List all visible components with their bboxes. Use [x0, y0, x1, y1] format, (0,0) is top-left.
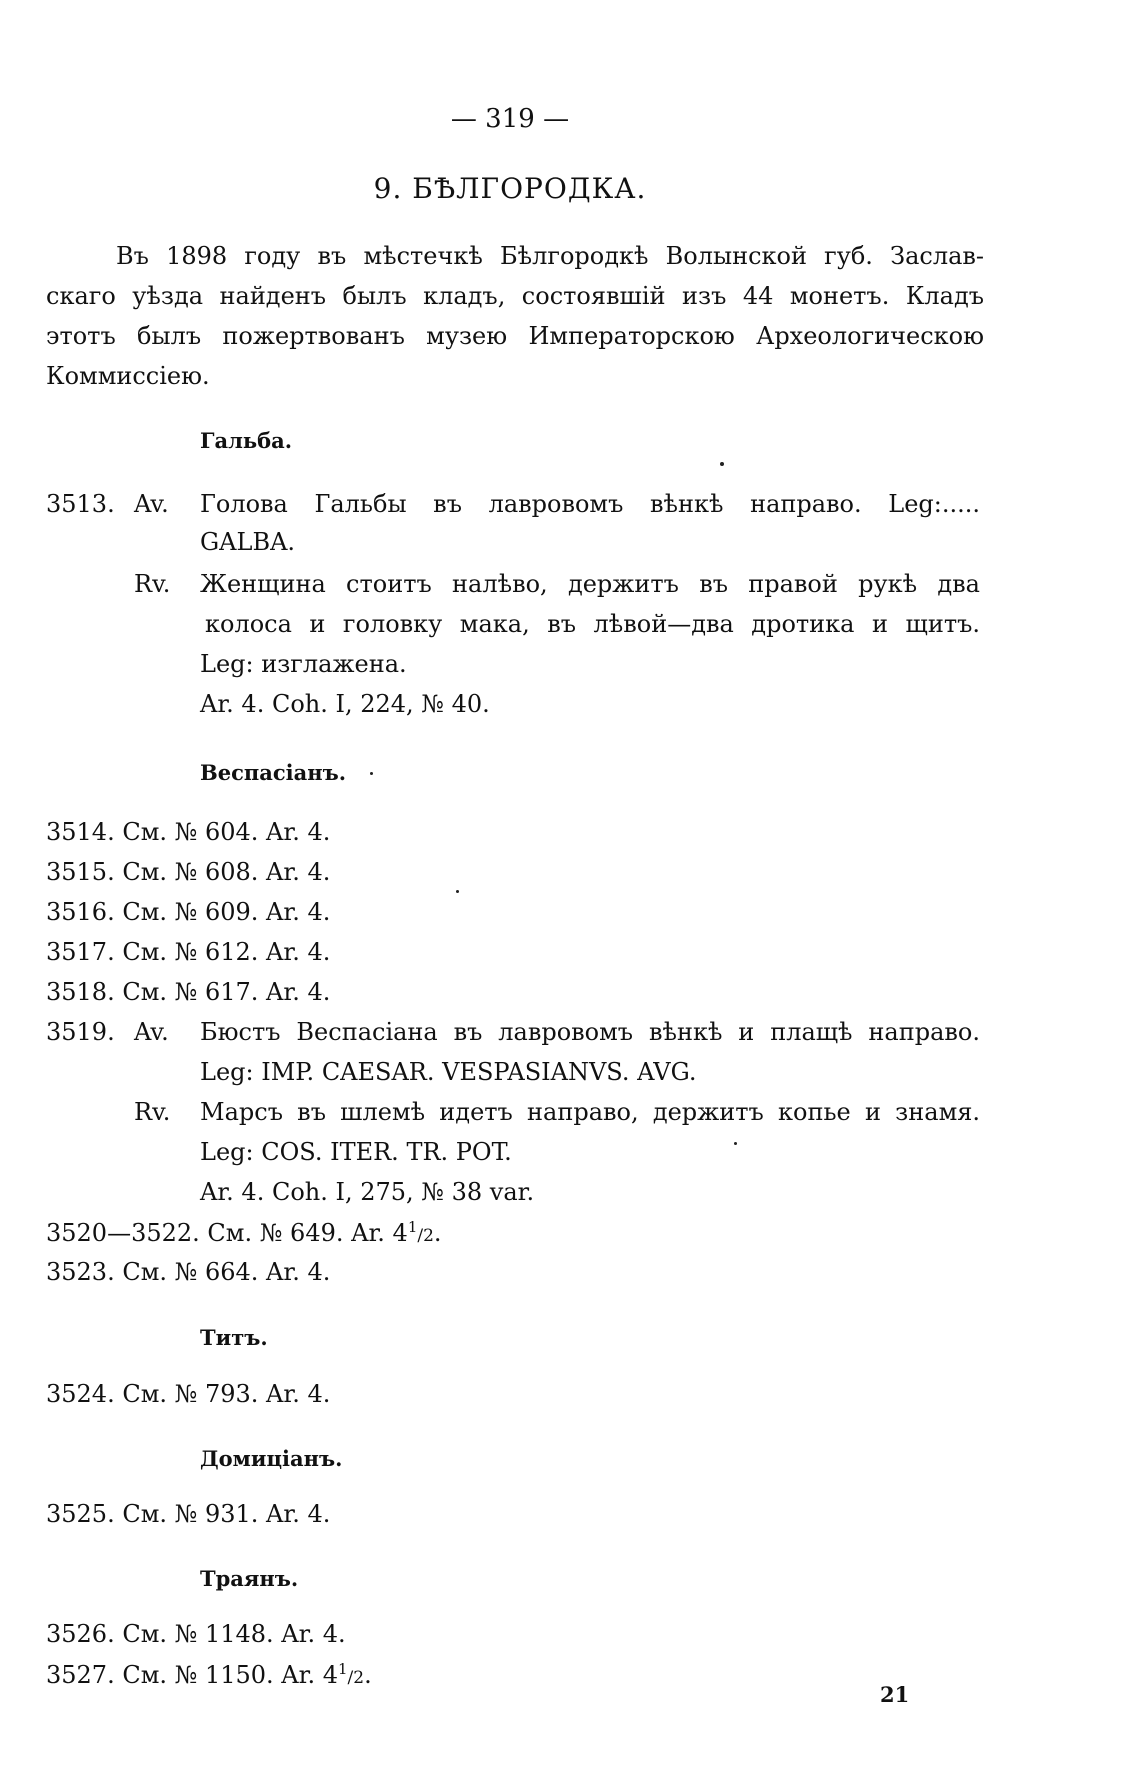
entry-number: 3513.	[46, 490, 115, 518]
ruler-heading-domitian: Домиціанъ.	[200, 1446, 343, 1471]
reverse-label: Rv.	[134, 1098, 171, 1126]
ruler-heading-trajan: Траянъ.	[200, 1566, 299, 1591]
reverse-legend: Leg: COS. ITER. TR. POT.	[200, 1138, 512, 1166]
entry-number: 3519.	[46, 1018, 115, 1046]
obverse-label: Av.	[134, 490, 169, 518]
entry-end: .	[433, 1219, 442, 1247]
ruler-heading-titus: Титъ.	[200, 1325, 268, 1350]
entry-end: .	[364, 1661, 372, 1689]
obverse-description: Голова Гальбы въ лавровомъ вѣнкѣ направо. Leg:.....	[200, 490, 980, 518]
obverse-label: Av.	[134, 1018, 169, 1046]
fraction-denominator: /2	[417, 1226, 434, 1246]
scan-speck	[734, 1142, 737, 1145]
reverse-description-cont: колоса и головку мака, въ лѣвой—два дротика и щитъ.	[205, 610, 980, 638]
catalogue-reference: Ar. 4. Coh. I, 224, № 40.	[200, 690, 490, 718]
signature-mark: 21	[880, 1682, 910, 1707]
intro-line: Въ 1898 году въ мѣстечкѣ Бѣлгородкѣ Волынской губ. Заслав-	[116, 242, 984, 270]
intro-line: скаго уѣзда найденъ былъ кладъ, состоявшій изъ 44 монетъ. Кладъ	[46, 282, 984, 310]
reverse-legend: Leg: изглажена.	[200, 650, 407, 678]
ruler-heading-galba: Гальба.	[200, 428, 293, 453]
obverse-legend: GALBA.	[200, 528, 296, 556]
reverse-description: Женщина стоитъ налѣво, держитъ въ правой рукѣ два	[200, 570, 980, 598]
coin-entry: 3523. См. № 664. Ar. 4.	[46, 1258, 331, 1286]
entry-text: 3527. См. № 1150. Ar. 4	[46, 1661, 338, 1689]
coin-entry: 3518. См. № 617. Ar. 4.	[46, 978, 331, 1006]
obverse-legend: Leg: IMP. CAESAR. VESPASIANVS. AVG.	[200, 1058, 697, 1086]
catalogue-reference: Ar. 4. Coh. I, 275, № 38 var.	[200, 1178, 535, 1206]
coin-entry: 3524. См. № 793. Ar. 4.	[46, 1380, 331, 1408]
coin-entry: 3516. См. № 609. Ar. 4.	[46, 898, 331, 926]
coin-entry: 3525. См. № 931. Ar. 4.	[46, 1500, 331, 1528]
coin-entry: 3514. См. № 604. Ar. 4.	[46, 818, 331, 846]
intro-paragraph	[46, 236, 984, 396]
scan-speck	[370, 772, 373, 775]
coin-entry: 3517. См. № 612. Ar. 4.	[46, 938, 331, 966]
reverse-label: Rv.	[134, 570, 171, 598]
coin-entry-3527	[46, 1660, 372, 1689]
coin-entry: 3515. См. № 608. Ar. 4.	[46, 858, 331, 886]
intro-line: этотъ былъ пожертвованъ музею Императорскою Археологическою	[46, 322, 984, 350]
entry-text: 3520—3522. См. № 649. Ar. 4	[46, 1219, 408, 1247]
fraction-numerator: 1	[338, 1660, 348, 1678]
reverse-description: Марсъ въ шлемѣ идетъ направо, держитъ копье и знамя.	[200, 1098, 980, 1126]
coin-entry-3520-3522	[46, 1218, 442, 1247]
intro-line: Коммиссіею.	[46, 362, 210, 390]
scan-speck	[456, 890, 459, 893]
ruler-heading-vespasian: Веспасіанъ.	[200, 760, 347, 785]
fraction-denominator: /2	[347, 1668, 365, 1688]
obverse-description: Бюстъ Веспасіана въ лавровомъ вѣнкѣ и плащѣ направо.	[200, 1018, 980, 1046]
coin-entry: 3526. См. № 1148. Ar. 4.	[46, 1620, 346, 1648]
section-title: 9. БѢЛГОРОДКА.	[373, 172, 647, 205]
page-number: — 319 —	[450, 104, 570, 134]
fraction-numerator: 1	[407, 1218, 418, 1236]
scan-speck	[720, 462, 724, 466]
